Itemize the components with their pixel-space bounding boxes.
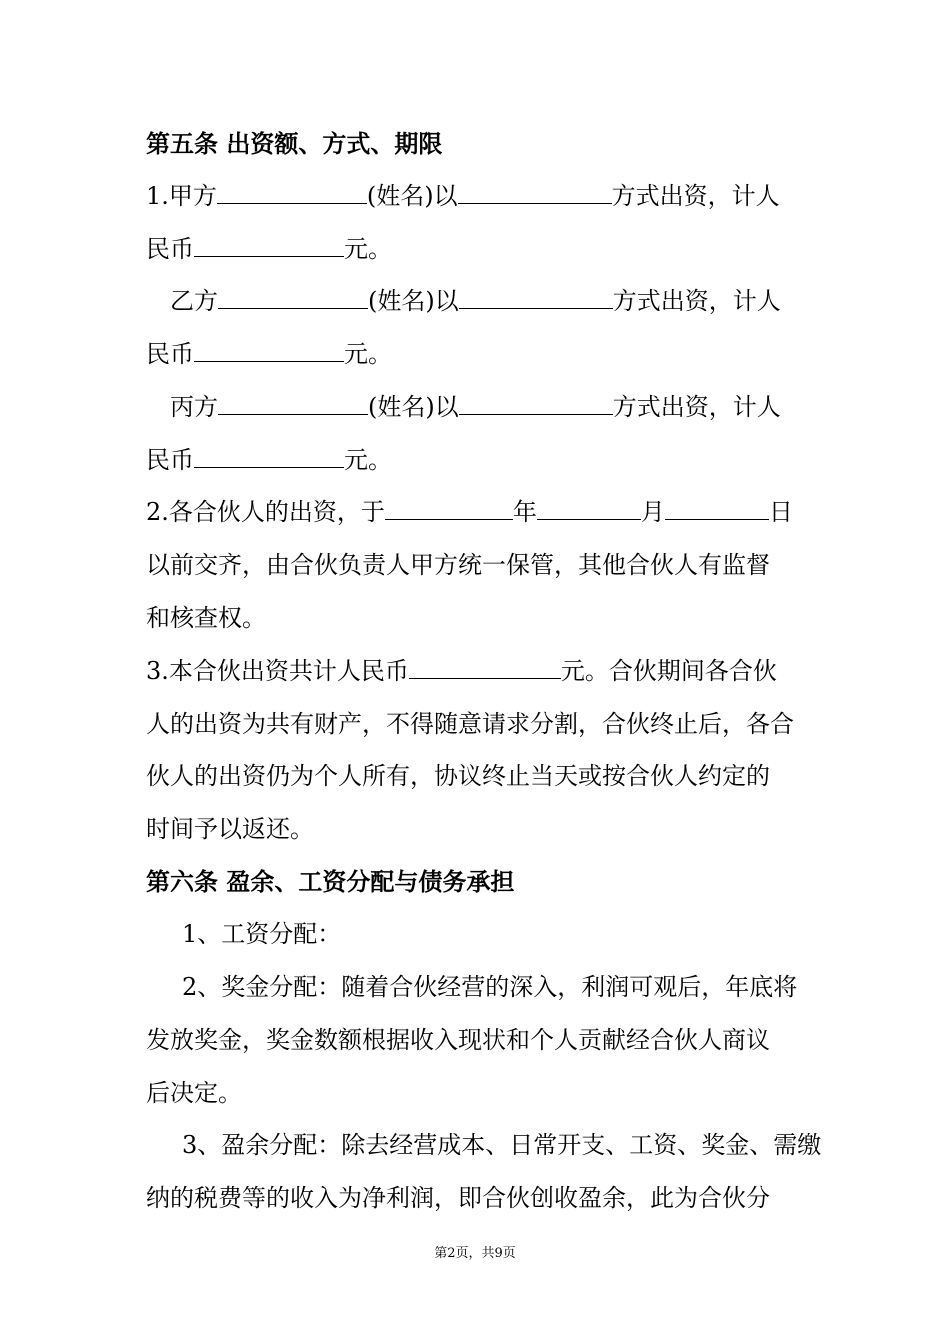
wage-distribution-label: 1、工资分配： [182, 920, 342, 948]
bing-contribution-line-2 [146, 443, 392, 477]
jia-amount-blank [194, 232, 344, 257]
yi-method-label: 方式出资，计人 [612, 287, 781, 315]
item-2-text-3: 和核查权。 [146, 604, 266, 632]
item-3-lead: 3.本合伙出资共计人民币 [146, 657, 409, 685]
bonus-text-2: 发放奖金，奖金数额根据收入现状和个人贡献经合伙人商议 [146, 1026, 770, 1054]
page-number: 第2页，共9页 [434, 1246, 516, 1261]
jia-name-label: (姓名)以 [366, 182, 458, 210]
jia-method-label: 方式出资，计人 [611, 182, 780, 210]
bing-lead: 丙方 [170, 393, 218, 421]
yi-contribution-line-1 [170, 284, 781, 318]
section-6-item-2-line-3 [146, 1076, 242, 1110]
item-2-text-2: 以前交齐，由合伙负责人甲方统一保管，其他合伙人有监督 [146, 551, 770, 579]
item-3-line-3 [146, 759, 770, 793]
jia-contribution-line-2 [146, 232, 392, 266]
item-3-line-2 [146, 707, 794, 741]
item-2-line-3 [146, 601, 266, 635]
year-blank [385, 495, 513, 520]
jia-name-blank [217, 179, 367, 204]
section-6-item-3-line-1 [182, 1128, 821, 1162]
item-2-line-2 [146, 548, 770, 582]
item-3-line-1 [146, 654, 777, 688]
item-3-text-4: 时间予以返还。 [146, 815, 314, 843]
page-footer [0, 1246, 950, 1262]
jia-unit: 元。 [344, 235, 392, 263]
yi-currency: 民币 [146, 340, 194, 368]
section-6-heading [146, 865, 514, 899]
item-2-line-1 [146, 495, 793, 529]
section-6-item-2-line-1 [182, 970, 797, 1004]
day-label: 日 [768, 498, 793, 526]
surplus-text-1: 3、盈余分配：除去经营成本、日常开支、工资、奖金、需缴 [182, 1131, 822, 1159]
section-5-heading [146, 127, 442, 161]
bing-contribution-line-1 [170, 390, 781, 424]
yi-lead: 乙方 [170, 287, 218, 315]
bing-unit: 元。 [344, 446, 392, 474]
bing-method-label: 方式出资，计人 [612, 393, 781, 421]
item-3-tail: 元。合伙期间各合伙 [560, 657, 777, 685]
item-3-text-3: 伙人的出资仍为个人所有，协议终止当天或按合伙人约定的 [146, 762, 770, 790]
section-6-item-2-line-2 [146, 1023, 770, 1057]
bing-name-label: (姓名)以 [368, 393, 459, 421]
item-3-text-2: 人的出资为共有财产，不得随意请求分割，合伙终止后，各合 [146, 710, 794, 738]
jia-method-blank [458, 179, 612, 204]
total-amount-blank [409, 654, 561, 679]
jia-contribution-line-1 [146, 179, 780, 213]
yi-amount-blank [194, 337, 344, 362]
item-3-line-4 [146, 812, 314, 846]
yi-unit: 元。 [344, 340, 392, 368]
day-blank [665, 495, 769, 520]
surplus-text-2: 纳的税费等的收入为净利润，即合伙创收盈余，此为合伙分 [146, 1184, 770, 1212]
jia-currency: 民币 [146, 235, 194, 263]
bonus-text-1: 2、奖金分配：随着合伙经营的深入，利润可观后，年底将 [182, 973, 798, 1001]
item-2-lead: 2.各合伙人的出资，于 [146, 498, 385, 526]
yi-method-blank [459, 284, 613, 309]
bing-method-blank [459, 390, 613, 415]
section-6-heading-text: 第六条 盈余、工资分配与债务承担 [146, 867, 515, 896]
month-label: 月 [640, 498, 665, 526]
yi-contribution-line-2 [146, 337, 392, 371]
section-5-heading-text: 第五条 出资额、方式、期限 [146, 129, 443, 158]
bing-name-blank [218, 390, 368, 415]
month-blank [537, 495, 641, 520]
section-6-item-3-line-2 [146, 1181, 770, 1215]
yi-name-blank [218, 284, 368, 309]
bing-amount-blank [194, 443, 344, 468]
bing-currency: 民币 [146, 446, 194, 474]
year-label: 年 [512, 498, 537, 526]
jia-lead: 1.甲方 [146, 182, 217, 210]
bonus-text-3: 后决定。 [146, 1079, 242, 1107]
yi-name-label: (姓名)以 [368, 287, 459, 315]
section-6-item-1 [182, 917, 341, 951]
